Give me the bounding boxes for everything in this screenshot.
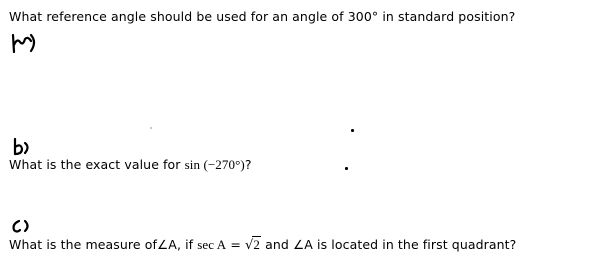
question-c (9, 237, 516, 254)
stray-mark (150, 127, 152, 129)
radicand: 2 (253, 237, 261, 252)
question-b-prefix: What is the exact value for (9, 157, 185, 172)
question-c-middle: and (261, 237, 293, 252)
question-c-suffix: is located in the first quadrant? (312, 237, 517, 252)
question-c-angle: ∠A (293, 237, 313, 252)
question-c-prefix: What is the measure of∠A, if (9, 237, 198, 252)
question-b-suffix: ? (244, 157, 252, 172)
stray-dot (351, 129, 354, 132)
sqrt-two (245, 237, 261, 254)
handwritten-label-a (10, 32, 40, 58)
question-c-expression: sec A (197, 237, 227, 252)
radical-sign: √ (245, 238, 254, 253)
stray-dot-2 (345, 167, 348, 170)
question-c-equals: = (226, 237, 246, 252)
question-a-text: What reference angle should be used for an angle of 300° in standard position? (9, 9, 516, 24)
question-b-expression: sin (−270°) (184, 157, 245, 172)
question-b (9, 157, 252, 173)
